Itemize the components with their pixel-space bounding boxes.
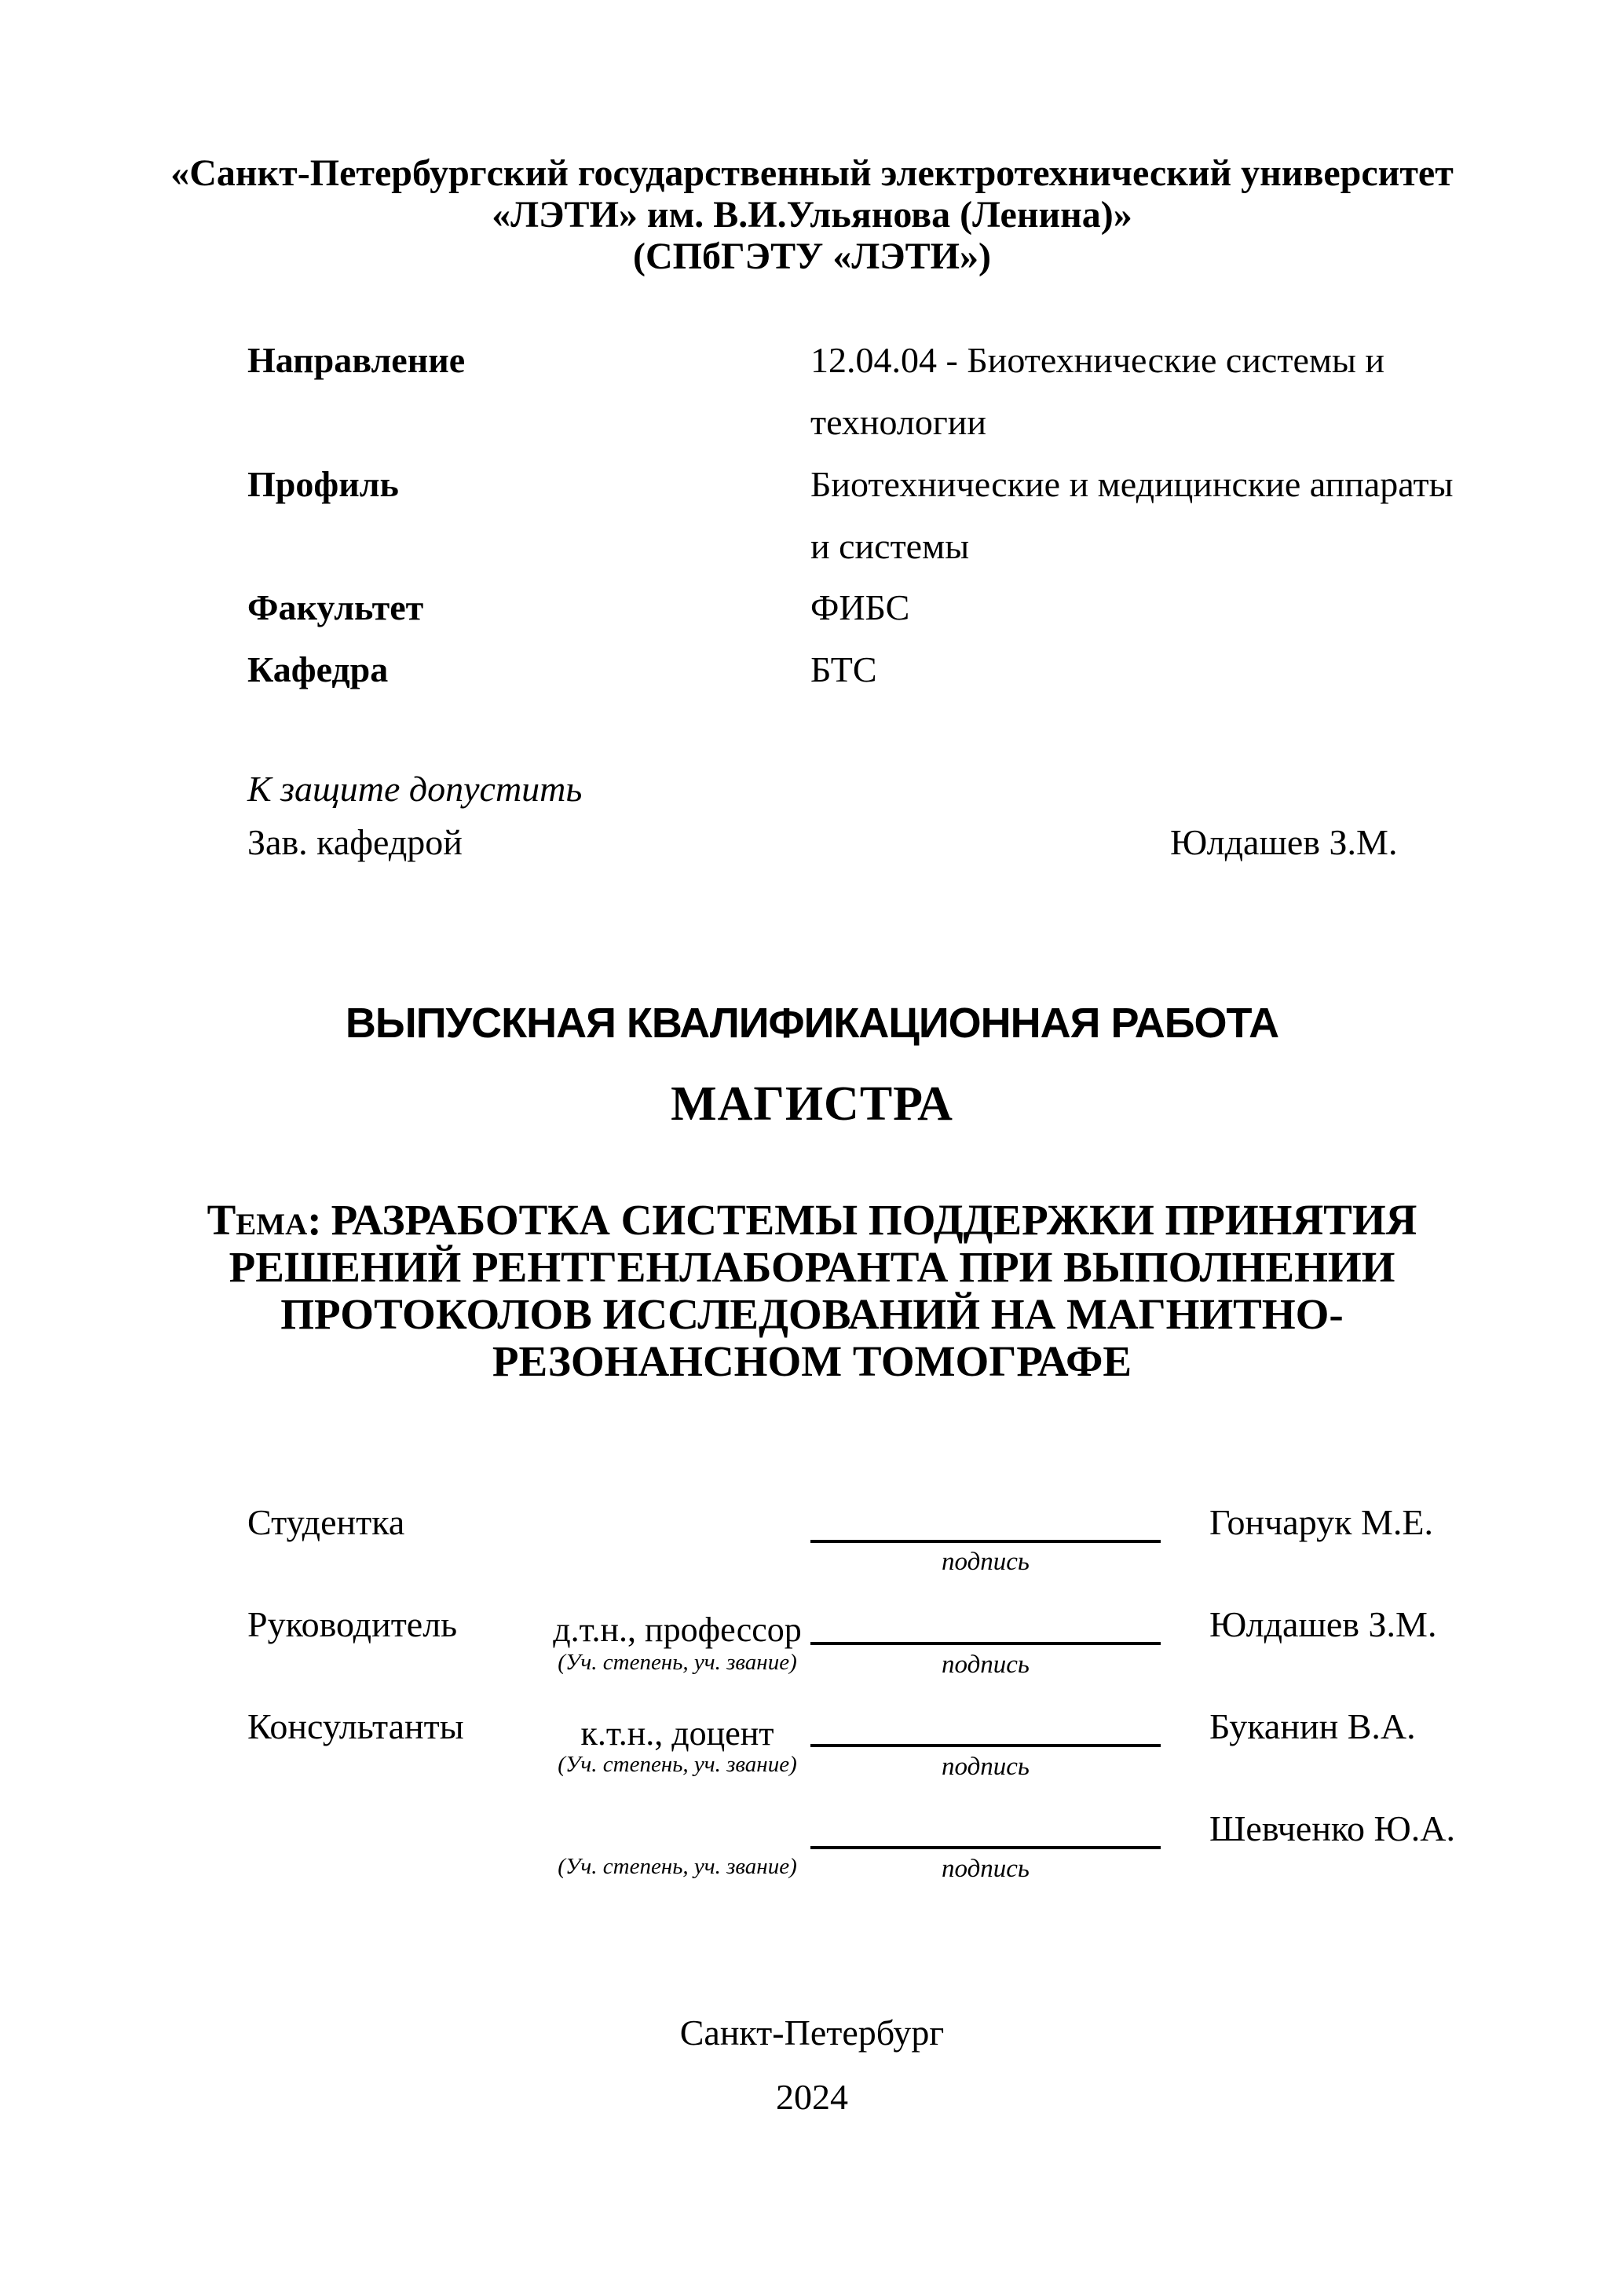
supervisor-name: Юлдашев З.М. xyxy=(1209,1604,1437,1644)
degree-title: МАГИСТРА xyxy=(671,1077,953,1131)
theme-label: Тема: xyxy=(207,1196,322,1244)
head-of-department-name: Юлдашев З.М. xyxy=(1170,822,1398,862)
degree-hint: (Уч. степень, уч. звание) xyxy=(558,1752,797,1777)
theme-line-1 xyxy=(0,1195,1624,1245)
theme-line-3: ПРОТОКОЛОВ ИССЛЕДОВАНИЙ НА МАГНИТНО- xyxy=(280,1290,1344,1338)
direction-value-line2: технологии xyxy=(810,402,986,442)
signature-line xyxy=(810,1540,1161,1543)
faculty-value: ФИБС xyxy=(810,587,910,627)
theme-line-1-text: РАЗРАБОТКА СИСТЕМЫ ПОДДЕРЖКИ ПРИНЯТИЯ xyxy=(331,1196,1417,1244)
theme-line-4: РЕЗОНАНСНОМ ТОМОГРАФЕ xyxy=(492,1337,1132,1385)
signature-line xyxy=(810,1744,1161,1747)
profile-value-line1: Биотехнические и медицинские аппараты xyxy=(810,464,1454,504)
direction-value-line1: 12.04.04 - Биотехнические системы и xyxy=(810,340,1384,380)
profile-value-line2: и системы xyxy=(810,526,970,566)
signature-hint: подпись xyxy=(942,1651,1030,1679)
signature-line xyxy=(810,1846,1161,1849)
degree-hint: (Уч. степень, уч. звание) xyxy=(558,1650,797,1675)
department-label: Кафедра xyxy=(247,649,389,689)
head-of-department-label: Зав. кафедрой xyxy=(247,822,463,862)
admission-note: К защите допустить xyxy=(247,769,583,809)
university-name-line1: «Санкт-Петербургский государственный электротехнический университет xyxy=(170,152,1454,194)
consultants-role-label: Консультанты xyxy=(247,1706,464,1746)
signature-hint: подпись xyxy=(942,1855,1030,1883)
university-name-line3: (СПбГЭТУ «ЛЭТИ») xyxy=(633,236,991,277)
signature-line xyxy=(810,1642,1161,1645)
department-value: БТС xyxy=(810,649,877,689)
city: Санкт-Петербург xyxy=(679,2013,945,2053)
supervisor-degree: д.т.н., профессор xyxy=(553,1610,802,1649)
university-header xyxy=(0,152,1624,277)
direction-label: Направление xyxy=(247,340,466,380)
consultant2-name: Шевченко Ю.А. xyxy=(1209,1808,1455,1848)
faculty-label: Факультет xyxy=(247,587,424,627)
profile-label: Профиль xyxy=(247,464,399,504)
university-name-line2: «ЛЭТИ» им. В.И.Ульянова (Ленина)» xyxy=(492,194,1132,236)
supervisor-role-label: Руководитель xyxy=(247,1604,458,1644)
consultant1-name: Буканин В.А. xyxy=(1209,1706,1416,1746)
signature-hint: подпись xyxy=(942,1753,1030,1781)
degree-hint: (Уч. степень, уч. звание) xyxy=(558,1854,797,1879)
theme-line-2: РЕШЕНИЙ РЕНТГЕНЛАБОРАНТА ПРИ ВЫПОЛНЕНИИ xyxy=(229,1243,1395,1291)
work-type-title: ВЫПУСКНАЯ КВАЛИФИКАЦИОННАЯ РАБОТА xyxy=(345,1000,1279,1047)
year: 2024 xyxy=(776,2077,848,2117)
student-role-label: Студентка xyxy=(247,1502,405,1542)
consultant1-degree: к.т.н., доцент xyxy=(580,1714,774,1753)
student-name: Гончарук М.Е. xyxy=(1209,1502,1433,1542)
signature-hint: подпись xyxy=(942,1548,1030,1576)
